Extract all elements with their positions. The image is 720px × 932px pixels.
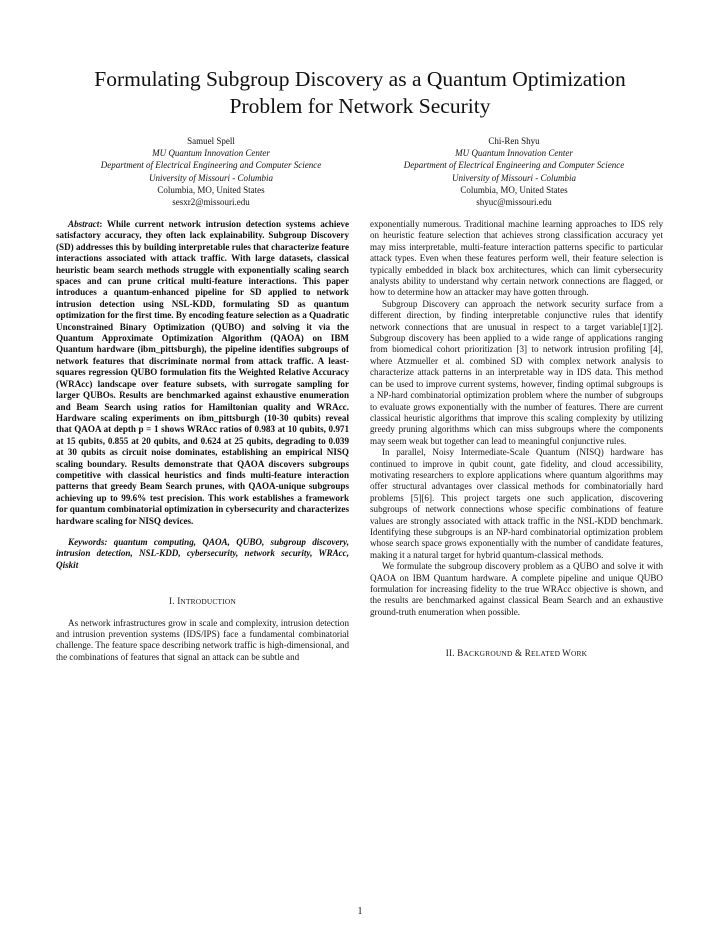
author-block-1 — [61, 135, 361, 208]
abstract-text: : While current network intrusion detection systems achieve satisfactory accuracy, they often lack explainability. Subgroup Discovery (SD) addresses this by building interpretable rules that characterize feature interactions associated with attack traffic. With large datasets, classical heuristic beam search methods struggle with exponentially scaling search spaces and can prune critical multi-feature interactions. This paper introduces a quantum-enhanced pipeline for SD applied to network intrusion detection using NSL-KDD, formulating SD as quantum optimization for the first time. By encoding feature selection as a Quadratic Unconstrained Binary Optimization (QUBO) and solving it via the Quantum Approximate Optimization Algorithm (QAOA) on IBM Quantum hardware (ibm_pittsburgh), the pipeline identifies subgroups of network features that discriminate normal from attack traffic. A least-squares regression QUBO formulation fits the Weighted Relative Accuracy (WRAcc) landscape over feature subsets, with surrogate sampling for larger QUBOs. Results are benchmarked against exhaustive enumeration and Beam Search using ratios for Hamiltonian quality and WRAcc. Hardware scaling experiments on ibm_pittsburgh (10-30 qubits) reveal that QAOA at depth p = 1 shows WRAcc ratios of 0.983 at 10 qubits, 0.971 at 15 qubits, 0.855 at 20 qubits, and 0.624 at 25 qubits, degrading to 0.039 at 30 qubits as circuit noise dominates, establishing an empirical NISQ scaling boundary. Results demonstrate that QAOA discovers subgroups competitive with classical heuristics and finds multi-feature interaction patterns that greedy Beam Search prunes, with QAOA-unique subgroups achieving up to 99.6% test precision. This work establishes a framework for quantum combinatorial optimization in cybersecurity and characterizes hardware scaling for NISQ devices. — [56, 219, 349, 526]
author-center: MU Quantum Innovation Center — [152, 148, 270, 159]
author-center: MU Quantum Innovation Center — [455, 148, 573, 159]
title-line-1: Formulating Subgroup Discovery as a Quantum Optimization — [94, 67, 626, 91]
right-column — [370, 219, 663, 670]
abstract — [56, 219, 349, 527]
body-paragraph: In parallel, Noisy Intermediate-Scale Quantum (NISQ) hardware has continued to improve in qubit count, gate fidelity, and cloud accessibility, motivating researchers to explore applications where quantum algorithms may offer structural advantages over classical methods for combinatorially hard problems [5][6]. This project targets one such application, discovering subgroups of network connections whose specific combinations of feature values are strongly associated with attack traffic in the NSL-KDD benchmark. Identifying these subgroups is an NP-hard combinatorial optimization problem whose search space grows exponentially with the number of candidate features, making it a natural target for hybrid quantum-classical methods. — [370, 447, 663, 560]
page-number: 1 — [357, 906, 363, 917]
section-heading-introduction: I. INTRODUCTION — [169, 596, 236, 607]
body-paragraph: We formulate the subgroup discovery problem as a QUBO and solve it with QAOA on IBM Quantum hardware. A complete pipeline and unique QUBO formulation for increasing fidelity to the true WRAcc objective is shown, and the results are benchmarked against classical Beam Search and an exhaustive ground-truth enumeration when possible. — [370, 561, 663, 617]
author-location: Columbia, MO, United States — [460, 184, 568, 195]
paper-title — [50, 66, 670, 120]
author-department: Department of Electrical Engineering and Computer Science — [403, 160, 625, 171]
body-paragraph: Subgroup Discovery can approach the network security surface from a different direction, by finding interpretable conjunctive rules that identify network connections that are unusual in respect to a target variable[1][2]. Subgroup discovery has been applied to a wide range of applications ranging from biomedical cohort prioritization [3] to network intrusion profiling [4], where Atzmueller et al. combined SD with complex network analysis to characterize attack patterns in an interpretable way in IDS data. This method can be used to improve current systems, however, finding optimal subgroups is a NP-hard combinatorial optimization problem where the number of subgroups to evaluate grows exponentially with the number of features. There are current classical heuristic algorithms that improve this scaling complexity by utilizing greedy pruning algorithms which can miss subgroups where the components may seem weak but together can lead to meaningful conjunctive rules. — [370, 298, 663, 446]
intro-paragraph: As network infrastructures grow in scale and complexity, intrusion detection and intrusion prevention systems (IDS/IPS) face a fundamental combinatorial challenge. The feature space describing network traffic is high-dimensional, and the combinations of features that signal an attack can be subtle and — [56, 617, 349, 662]
title-line-2: Problem for Network Security — [229, 94, 491, 118]
author-name: Chi-Ren Shyu — [488, 136, 540, 146]
author-email: shyuc@missouri.edu — [476, 197, 552, 208]
author-university: University of Missouri - Columbia — [452, 172, 576, 183]
author-block-2 — [364, 135, 664, 208]
section-heading-background: II. BACKGROUND & RELATED WORK — [445, 648, 588, 659]
abstract-label: Abstract — [68, 219, 100, 229]
left-column — [56, 219, 349, 663]
keywords: Keywords: quantum computing, QAOA, QUBO, subgroup discovery, intrusion detection, NSL-KDD, cybersecurity, network security, WRAcc, Qiskit — [56, 536, 349, 570]
author-name: Samuel Spell — [187, 136, 235, 146]
body-paragraph: exponentially numerous. Traditional machine learning approaches to IDS rely on heuristic feature selection that achieves strong classification accuracy yet may miss interpretable, multi-feature interaction patterns specific to particular attack types. Even when these features perform well, their feature selection is typically embedded in black box architectures, which can limit cybersecurity analysts ability to understand why certain network connections are flagged, or how to determine how an attacker may have gotten through. — [370, 219, 663, 298]
author-department: Department of Electrical Engineering and Computer Science — [100, 160, 322, 171]
author-location: Columbia, MO, United States — [157, 184, 265, 195]
author-email: sesxr2@missouri.edu — [172, 197, 250, 208]
author-university: University of Missouri - Columbia — [149, 172, 273, 183]
